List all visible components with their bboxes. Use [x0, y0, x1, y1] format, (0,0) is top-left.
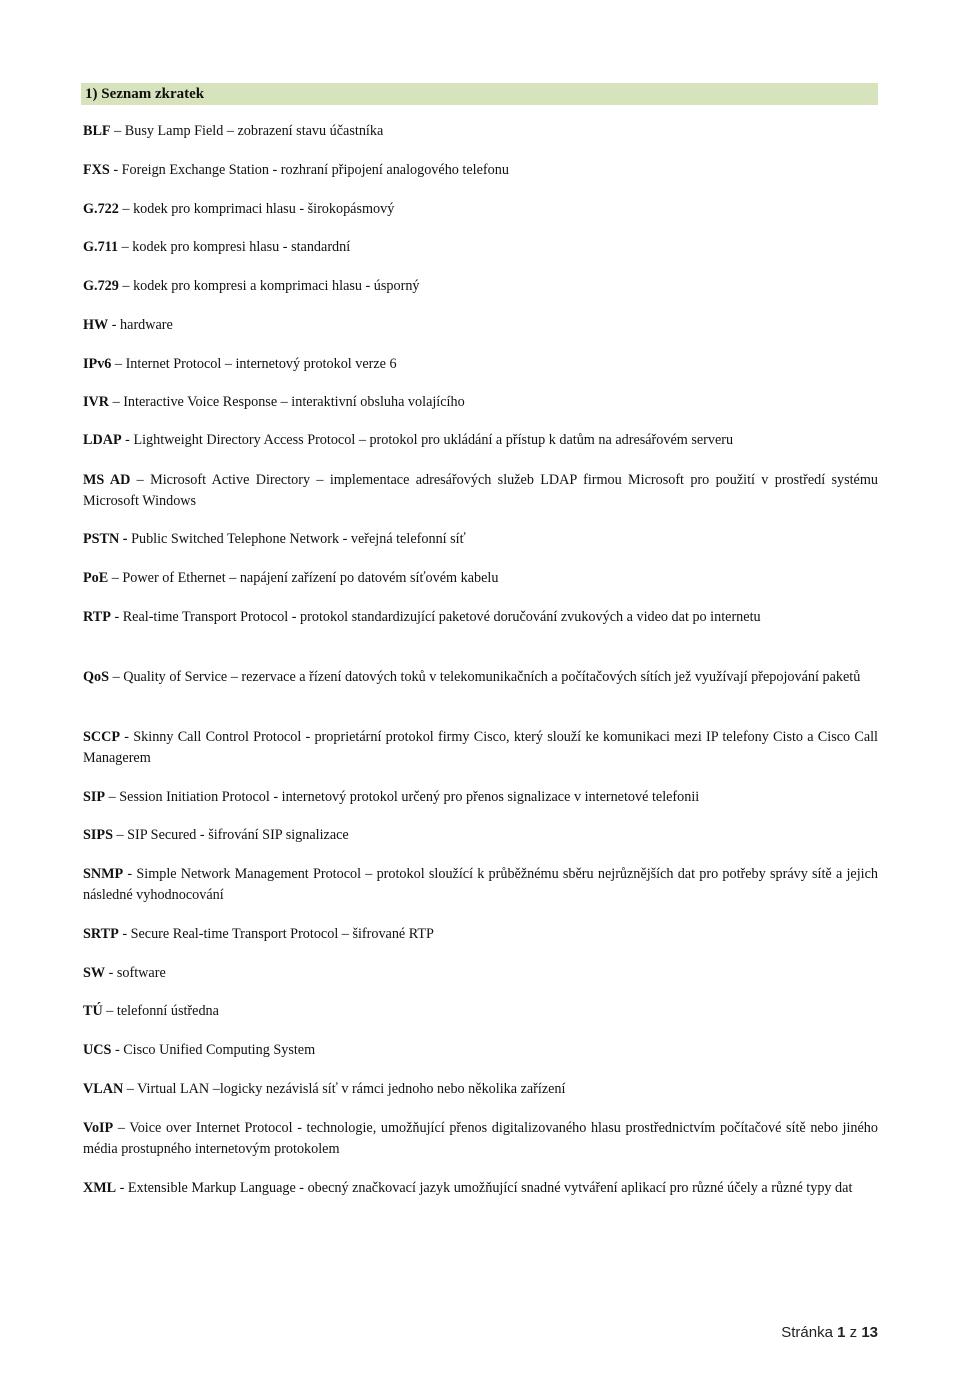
entry-text: - Extensible Markup Language - obecný značkovací jazyk umožňující snadné vytváření aplikací pro různé účely a různé typy dat	[116, 1180, 853, 1196]
entry-sccp	[83, 727, 878, 769]
entry-abbr: XML	[83, 1180, 117, 1196]
entry-text: Public Switched Telephone Network - veřejná telefonní síť	[127, 531, 466, 547]
entry-abbr: IVR	[83, 394, 110, 410]
entry-hw	[83, 315, 878, 336]
entry-abbr: PSTN -	[83, 531, 128, 547]
entry-abbr: TÚ	[83, 1003, 103, 1019]
entry-sips	[83, 825, 878, 846]
entry-text: – Virtual LAN –logicky nezávislá síť v rámci jednoho nebo několika zařízení	[123, 1081, 566, 1097]
entry-ms-ad	[83, 470, 878, 512]
entry-tu	[83, 1001, 878, 1022]
entry-text: - Real-time Transport Protocol - protokol standardizující paketové doručování zvukových a video dat po internetu	[110, 609, 761, 625]
entry-text: - Lightweight Directory Access Protocol – protokol pro ukládání a přístup k datům na adresářovém serveru	[121, 432, 734, 448]
entry-text: – Session Initiation Protocol - internetový protokol určený pro přenos signalizace v internetové telefonii	[105, 789, 700, 805]
entry-text: – kodek pro kompresi a komprimaci hlasu - úsporný	[118, 278, 420, 294]
entry-xml	[83, 1178, 878, 1199]
entry-text: – Power of Ethernet – napájení zařízení po datovém síťovém kabelu	[108, 570, 499, 586]
page-number-footer	[781, 1324, 878, 1341]
entry-text: – Internet Protocol – internetový protokol verze 6	[111, 356, 397, 372]
entry-abbr: VLAN	[83, 1081, 124, 1097]
section-heading: 1) Seznam zkratek	[85, 86, 205, 102]
entry-abbr: G.711	[83, 239, 119, 255]
total-pages: 13	[861, 1324, 878, 1341]
entry-qos	[83, 667, 878, 688]
entry-text: – kodek pro kompresi hlasu - standardní	[118, 239, 351, 255]
entry-g729	[83, 276, 878, 297]
entry-abbr: SCCP	[83, 729, 121, 745]
entry-voip	[83, 1118, 878, 1160]
entry-text: – telefonní ústředna	[102, 1003, 219, 1019]
entry-ipv6	[83, 354, 878, 375]
entry-snmp	[83, 864, 878, 906]
entry-vlan	[83, 1079, 878, 1100]
entry-abbr: SNMP	[83, 866, 124, 882]
entry-abbr: G.729	[83, 278, 119, 294]
entry-abbr: UCS	[83, 1042, 112, 1058]
entry-ivr	[83, 392, 878, 413]
entry-text: – Quality of Service – rezervace a řízení datových toků v telekomunikačních a počítačových sítích jež využívají přepojování paketů	[109, 669, 861, 685]
entry-g722	[83, 199, 878, 220]
entry-text: – Interactive Voice Response – interaktivní obsluha volajícího	[109, 394, 465, 410]
entry-abbr: FXS	[83, 162, 110, 178]
entry-rtp	[83, 607, 878, 628]
entry-abbr: SW	[83, 965, 106, 981]
entry-abbr: MS AD	[83, 472, 131, 488]
current-page: 1	[837, 1324, 846, 1341]
entry-text: – Microsoft Active Directory – implementace adresářových služeb LDAP firmou Microsoft pro použití v prostředí systému Microsoft Windows	[83, 472, 878, 509]
entry-text: – SIP Secured - šifrování SIP signalizace	[112, 827, 349, 843]
entry-blf	[83, 121, 878, 142]
entry-sip	[83, 787, 878, 808]
entry-abbr: SRTP	[83, 926, 119, 942]
entry-abbr: PoE	[83, 570, 109, 586]
footer-separator: z	[849, 1324, 858, 1341]
entry-abbr: VoIP	[83, 1120, 114, 1136]
entry-ucs	[83, 1040, 878, 1061]
entry-abbr: RTP	[83, 609, 111, 625]
entry-text: - Simple Network Management Protocol – protokol sloužící k průběžnému sběru nejrůznějších dat pro potřeby správy sítě a jejich následné vyhodnocování	[83, 866, 878, 903]
entry-text: - Foreign Exchange Station - rozhraní připojení analogového telefonu	[109, 162, 509, 178]
entry-g711	[83, 237, 878, 258]
entry-sw	[83, 963, 878, 984]
entry-text: – Busy Lamp Field – zobrazení stavu účastníka	[110, 123, 384, 139]
entry-srtp	[83, 924, 878, 945]
entry-text: - Cisco Unified Computing System	[111, 1042, 316, 1058]
entry-text: - Secure Real-time Transport Protocol – šifrované RTP	[118, 926, 434, 942]
entry-abbr: SIPS	[83, 827, 113, 843]
entry-text: - hardware	[108, 317, 173, 333]
entry-ldap	[83, 430, 878, 451]
entry-abbr: G.722	[83, 201, 119, 217]
entry-abbr: BLF	[83, 123, 111, 139]
entry-text: - software	[105, 965, 166, 981]
entry-poe	[83, 568, 878, 589]
entry-abbr: HW	[83, 317, 109, 333]
entry-abbr: LDAP	[83, 432, 122, 448]
entry-abbr: QoS	[83, 669, 110, 685]
entry-abbr: IPv6	[83, 356, 112, 372]
footer-label: Stránka	[781, 1324, 833, 1341]
entry-text: - Skinny Call Control Protocol - proprietární protokol firmy Cisco, který slouží ke komunikaci mezi IP telefony Cisto a Cisco Call Managerem	[83, 729, 878, 766]
entry-pstn	[83, 529, 878, 550]
entry-text: – kodek pro komprimaci hlasu - širokopásmový	[118, 201, 395, 217]
entry-text: – Voice over Internet Protocol - technologie, umožňující přenos digitalizovaného hlasu prostřednictvím počítačové sítě nebo jiného média prostupného internetovým protokolem	[83, 1120, 878, 1157]
entry-abbr: SIP	[83, 789, 106, 805]
entry-fxs	[83, 160, 878, 181]
